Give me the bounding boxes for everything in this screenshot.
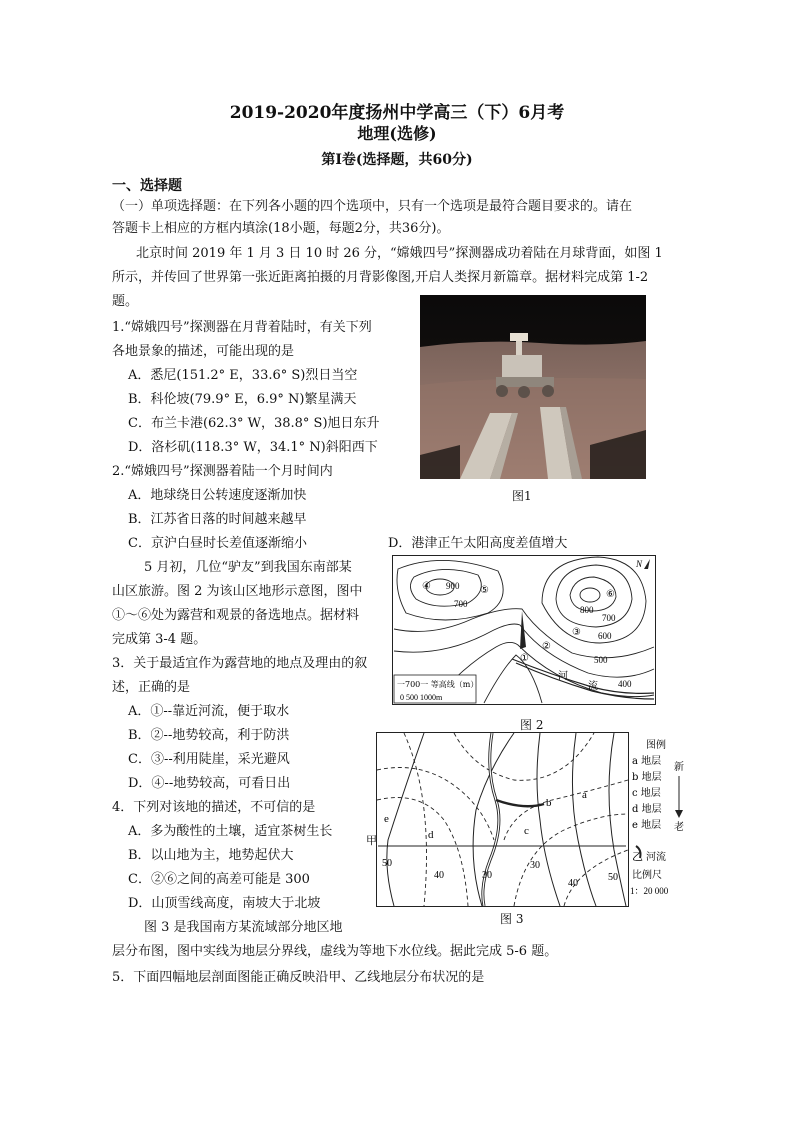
- q4-option-a: A．多为酸性的土壤，适宜茶树生长: [128, 824, 333, 839]
- q2-option-b: B．江苏省日落的时间越来越早: [128, 512, 307, 527]
- fig2-point-2: ②: [542, 641, 551, 652]
- fig3-scale-title: 比例尺: [632, 870, 662, 881]
- fig3-layer-d: d: [428, 829, 434, 841]
- fig2-point-4: ④: [422, 581, 431, 592]
- fig2-point-6: ⑥: [606, 589, 615, 600]
- instruction-line2: 答题卡上相应的方框内填涂(18小题，每题2分，共36分)。: [112, 221, 450, 236]
- q3-option-d: D．④--地势较高，可看日出: [128, 776, 291, 791]
- figure-2-caption: 图 2: [520, 718, 544, 732]
- fig3-iso-40a: 40: [434, 870, 444, 881]
- q3-stem-line2: 述，正确的是: [112, 680, 191, 695]
- intro3-line1: 图 3 是我国南方某流域部分地区地: [144, 920, 343, 935]
- fig3-jia-label: 甲: [366, 834, 377, 847]
- fig2-point-3: ③: [572, 627, 581, 638]
- intro2-line4: 完成第 3-4 题。: [112, 632, 207, 647]
- fig2-contour-500: 500: [594, 655, 608, 665]
- intro2-line1: 5 月初，几位“驴友”到我国东南部某: [144, 560, 352, 575]
- figure-1-caption: 图1: [512, 489, 532, 503]
- q4-option-c: C．②⑥之间的高差可能是 300: [128, 872, 310, 887]
- q1-option-d: D．洛杉矶(118.3° W，34.1° N)斜阳西下: [128, 440, 378, 455]
- q1-stem-line2: 各地景象的描述，可能出现的是: [112, 344, 295, 359]
- q2-option-d: D．港津正午太阳高度差值增大: [388, 536, 568, 551]
- fig2-contour-800: 800: [580, 605, 594, 615]
- fig3-iso-50b: 50: [608, 872, 618, 883]
- q1-option-a: A．悉尼(151.2° E，33.6° S)烈日当空: [128, 368, 358, 383]
- fig3-legend-title: 图例: [646, 740, 666, 751]
- q1-stem-line1: 1.“嫦娥四号”探测器在月背着陆时，有关下列: [112, 320, 372, 335]
- fig3-legend-river: 河流: [646, 852, 666, 863]
- q2-option-a: A．地球绕日公转速度逐渐加快: [128, 488, 307, 503]
- q5-stem: 5．下面四幅地层剖面图能正确反映沿甲、乙线地层分布状况的是: [112, 970, 485, 985]
- intro2-line3: ①～⑥处为露营和观景的备选地点。据材料: [112, 608, 360, 623]
- intro1-line2: 所示，并传回了世界第一张近距离拍摄的月背影像图,开启人类探月新篇章。据材料完成第 1-2: [112, 270, 649, 285]
- q2-stem: 2.“嫦娥四号”探测器着陆一个月时间内: [112, 464, 333, 479]
- fig2-point-5: ⑤: [480, 585, 489, 596]
- q1-option-c: C．布兰卡港(62.3° W，38.8° S)旭日东升: [128, 416, 380, 431]
- fig3-legend-c: c 地层: [632, 788, 661, 799]
- intro2-line2: 山区旅游。图 2 为该山区地形示意图，图中: [112, 584, 363, 599]
- intro1-line1: 北京时间 2019 年 1 月 3 日 10 时 26 分，“嫦娥四号”探测器成功着陆在月球背面，如图 1: [136, 246, 663, 261]
- fig3-new-label: 新: [674, 762, 684, 773]
- fig3-iso-50a: 50: [382, 858, 392, 869]
- q4-option-b: B．以山地为主，地势起伏大: [128, 848, 294, 863]
- fig2-legend-contour: 一700一 等高线（m）: [397, 680, 479, 689]
- exam-part: 第Ⅰ卷(选择题，共60分): [321, 152, 473, 168]
- fig3-legend-a: a 地层: [632, 756, 662, 767]
- figure-3-strata-map: [364, 730, 692, 910]
- fig2-contour-400: 400: [618, 679, 632, 689]
- figure-1-moon-rover-photo: [420, 295, 646, 479]
- fig3-iso-40b: 40: [568, 878, 578, 889]
- fig3-layer-b: b: [546, 797, 552, 809]
- section-heading: 一、选择题: [112, 178, 182, 194]
- exam-subject: 地理(选修): [357, 124, 437, 143]
- fig2-point-1: ①: [520, 653, 529, 664]
- fig3-iso-30a: 30: [482, 870, 492, 881]
- fig3-old-label: 老: [674, 822, 684, 833]
- q4-stem: 4．下列对该地的描述，不可信的是: [112, 800, 316, 815]
- fig2-contour-600: 600: [598, 631, 612, 641]
- fig2-contour-700a: 700: [454, 599, 468, 609]
- fig3-layer-a: a: [582, 789, 587, 801]
- exam-title: 2019-2020年度扬州中学高三（下）6月考: [229, 103, 565, 123]
- q2-option-c: C．京沪白昼时长差值逐渐缩小: [128, 536, 307, 551]
- fig2-river-label2: 流: [588, 681, 598, 692]
- figure-3-caption: 图 3: [500, 912, 524, 926]
- q1-option-b: B．科伦坡(79.9° E，6.9° N)繁星满天: [128, 392, 357, 407]
- q3-option-c: C．③--利用陡崖，采光避风: [128, 752, 290, 767]
- fig3-scale-value: 1：20 000: [630, 886, 669, 896]
- fig3-legend-d: d 地层: [632, 804, 662, 815]
- fig2-legend-scale: 0 500 1000m: [400, 693, 443, 702]
- fig3-iso-30b: 30: [530, 860, 540, 871]
- intro3-line2: 层分布图，图中实线为地层分界线，虚线为等地下水位线。据此完成 5-6 题。: [112, 944, 558, 959]
- intro1-line3: 题。: [112, 294, 139, 309]
- q3-option-a: A．①--靠近河流，便于取水: [128, 704, 290, 719]
- q3-stem-line1: 3．关于最适宜作为露营地的地点及理由的叙: [112, 656, 368, 671]
- fig3-legend-b: b 地层: [632, 772, 662, 783]
- instruction-line1: （一）单项选择题：在下列各小题的四个选项中，只有一个选项是最符合题目要求的。请在: [112, 199, 633, 214]
- fig3-layer-c: c: [524, 825, 529, 837]
- fig2-contour-900: 900: [446, 581, 460, 591]
- fig3-legend-e: e 地层: [632, 820, 662, 831]
- fig2-river-label: 河: [558, 671, 568, 682]
- fig2-contour-700b: 700: [602, 613, 616, 623]
- fig3-yi-label: 乙: [632, 850, 643, 863]
- q4-option-d: D．山顶雪线高度，南坡大于北坡: [128, 896, 321, 911]
- q3-option-b: B．②--地势较高，利于防洪: [128, 728, 290, 743]
- fig2-north-label: N: [636, 559, 643, 569]
- figure-2-topographic-map: [392, 555, 656, 705]
- fig3-layer-e: e: [384, 813, 389, 825]
